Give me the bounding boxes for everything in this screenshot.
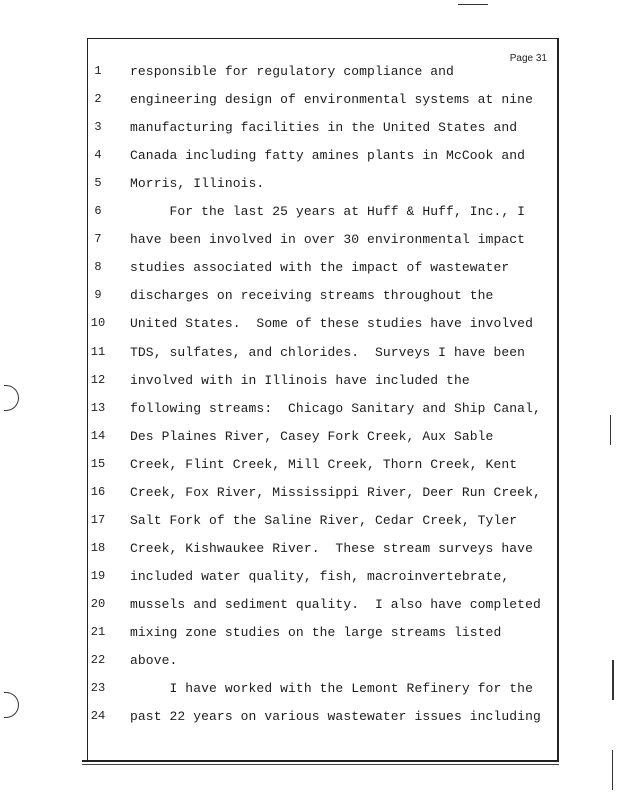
line-number: 23 (90, 681, 106, 695)
scan-mark-right-2 (612, 660, 614, 700)
transcript-line: United States. Some of these studies have involved (130, 316, 533, 331)
line-number: 5 (94, 176, 102, 190)
transcript-line: mussels and sediment quality. I also have completed (130, 597, 541, 612)
transcript-line: responsible for regulatory compliance and (130, 64, 454, 79)
transcript-line: manufacturing facilities in the United States and (130, 120, 518, 135)
transcript-line: studies associated with the impact of wastewater (130, 260, 510, 275)
line-number: 22 (90, 653, 106, 667)
page-number: Page 31 (509, 53, 547, 64)
transcript-line: Creek, Kishwaukee River. These stream surveys have (130, 541, 533, 556)
line-number: 4 (94, 148, 102, 162)
line-number: 21 (90, 625, 106, 639)
transcript-line: engineering design of environmental systems at nine (130, 92, 533, 107)
transcript-line: involved with in Illinois have included the (130, 373, 470, 388)
transcript-line: discharges on receiving streams throughout the (130, 288, 494, 303)
line-number: 3 (94, 120, 102, 134)
transcript-line: For the last 25 years at Huff & Huff, Inc., I (130, 204, 526, 219)
line-number: 10 (90, 316, 106, 330)
transcript-line: Morris, Illinois. (130, 176, 265, 191)
line-number: 9 (94, 288, 102, 302)
line-number: 13 (90, 401, 106, 415)
hole-punch-mark-upper (4, 385, 19, 411)
hole-punch-mark-lower (4, 692, 19, 718)
line-number: 19 (90, 569, 106, 583)
transcript-line: Des Plaines River, Casey Fork Creek, Aux Sable (130, 429, 494, 444)
line-number: 18 (90, 541, 106, 555)
line-number: 14 (90, 429, 106, 443)
transcript-line: following streams: Chicago Sanitary and Ship Canal, (130, 401, 541, 416)
transcript-line: TDS, sulfates, and chlorides. Surveys I have been (130, 345, 526, 360)
line-number: 1 (94, 64, 102, 78)
transcript-line: mixing zone studies on the large streams listed (130, 625, 502, 640)
transcript-line: included water quality, fish, macroinvertebrate, (130, 569, 510, 584)
transcript-line: past 22 years on various wastewater issues including (130, 709, 541, 724)
line-number: 17 (90, 513, 106, 527)
transcript-line: Creek, Fox River, Mississippi River, Deer Run Creek, (130, 485, 541, 500)
line-number: 8 (94, 260, 102, 274)
scan-mark-right-3 (612, 750, 613, 790)
scan-mark-right-1 (610, 415, 611, 445)
line-number: 16 (90, 485, 106, 499)
transcript-line: I have worked with the Lemont Refinery for the (130, 681, 533, 696)
line-number: 24 (90, 709, 106, 723)
line-number: 2 (94, 92, 102, 106)
line-number: 6 (94, 204, 102, 218)
bottom-rule (82, 760, 559, 762)
transcript-line: Salt Fork of the Saline River, Cedar Creek, Tyler (130, 513, 518, 528)
bottom-rule-secondary (82, 764, 559, 765)
line-number: 20 (90, 597, 106, 611)
transcript-line: Canada including fatty amines plants in McCook and (130, 148, 526, 163)
line-number: 7 (94, 232, 102, 246)
transcript-line: Creek, Flint Creek, Mill Creek, Thorn Creek, Kent (130, 457, 518, 472)
line-number: 15 (90, 457, 106, 471)
line-number: 11 (90, 345, 106, 359)
scan-mark-top (458, 4, 488, 5)
line-number: 12 (90, 373, 106, 387)
transcript-line: above. (130, 653, 178, 668)
transcript-line: have been involved in over 30 environmental impact (130, 232, 526, 247)
